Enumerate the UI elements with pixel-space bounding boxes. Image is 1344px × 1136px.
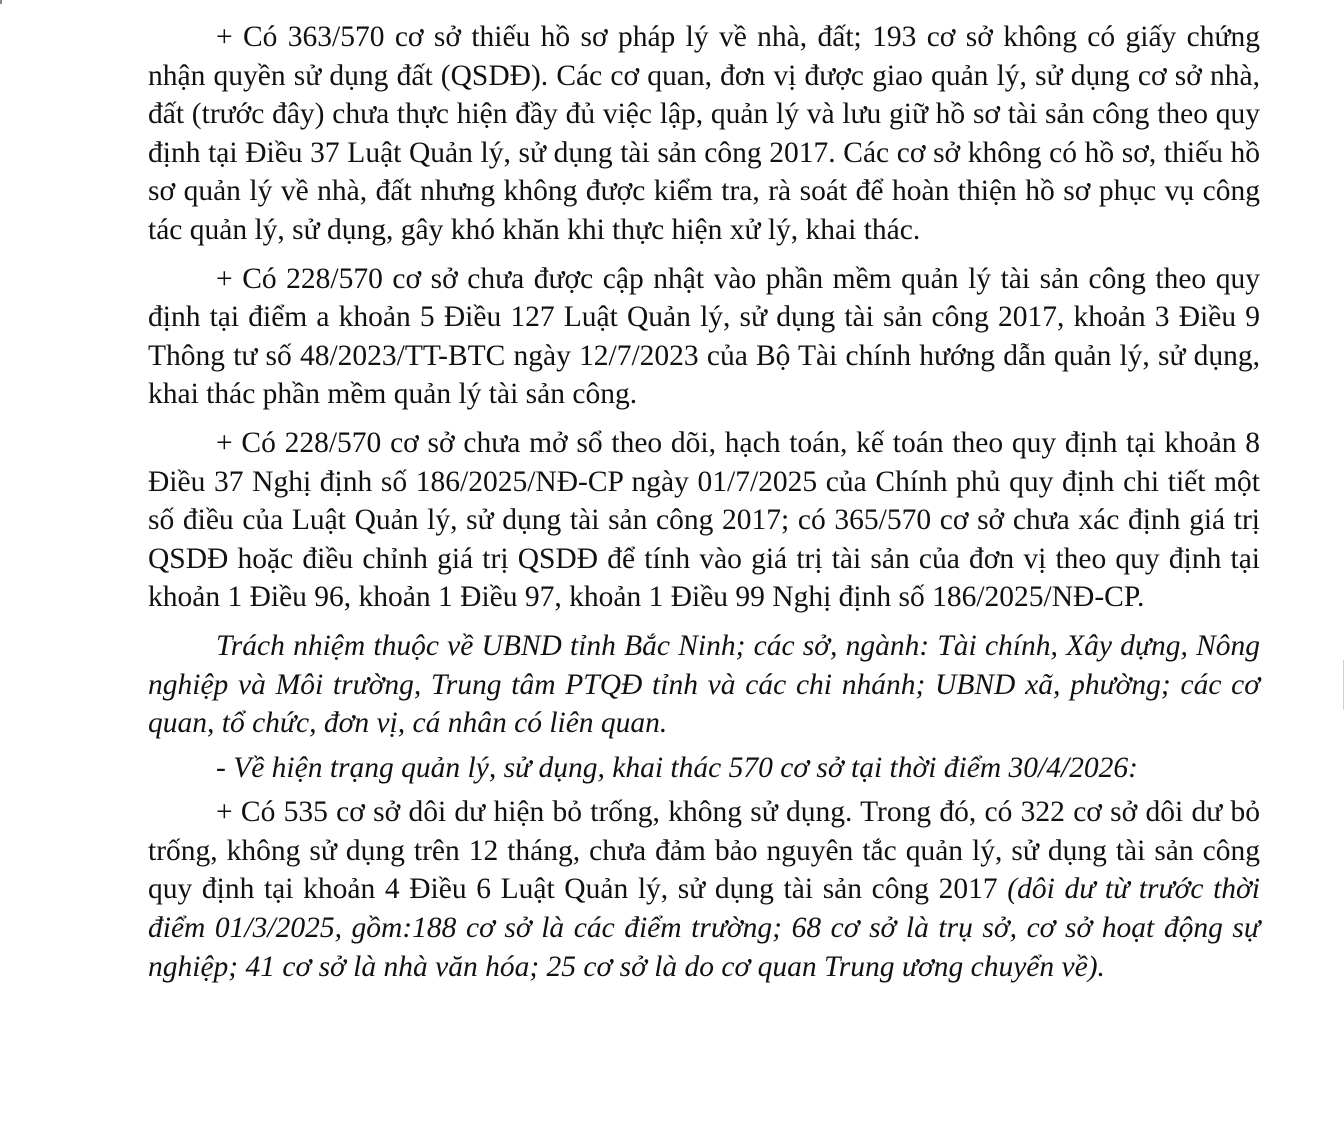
paragraph-responsibility: Trách nhiệm thuộc về UBND tỉnh Bắc Ninh; các sở, ngành: Tài chính, Xây dựng, Nông nghiệp và Môi trường, Trung tâm PTQĐ tỉnh và các chi nhánh; UBND xã, phường; các cơ quan, tổ chức, đơn vị, cá nhân có liên quan. — [148, 629, 1260, 740]
paragraph-current-status-heading: - Về hiện trạng quản lý, sử dụng, khai thác 570 cơ sở tại thời điểm 30/4/2026: — [216, 751, 1138, 784]
paragraph-software-update: + Có 228/570 cơ sở chưa được cập nhật vào phần mềm quản lý tài sản công theo quy định tại điểm a khoản 5 Điều 127 Luật Quản lý, sử dụng tài sản công 2017, khoản 3 Điều 9 Thông tư số 48/2023/TT-BTC ngày 12/7/2023 của Bộ Tài chính hướng dẫn quản lý, sử dụng, khai thác phần mềm quản lý tài sản công. — [148, 262, 1260, 411]
paragraph-surplus-facilities — [148, 793, 1260, 986]
paragraph-legal-records: + Có 363/570 cơ sở thiếu hồ sơ pháp lý về nhà, đất; 193 cơ sở không có giấy chứng nhận quyền sử dụng đất (QSDĐ). Các cơ quan, đơn vị được giao quản lý, sử dụng cơ sở nhà, đất (trước đây) chưa thực hiện đầy đủ việc lập, quản lý và lưu giữ hồ sơ tài sản công theo quy định tại Điều 37 Luật Quản lý, sử dụng tài sản công 2017. Các cơ sở không có hồ sơ, thiếu hồ sơ quản lý về nhà, đất nhưng không được kiểm tra, rà soát để hoàn thiện hồ sơ phục vụ công tác quản lý, sử dụng, gây khó khăn khi thực hiện xử lý, khai thác. — [148, 21, 1260, 246]
document-page — [148, 18, 1260, 986]
paragraph-accounting: + Có 228/570 cơ sở chưa mở sổ theo dõi, hạch toán, kế toán theo quy định tại khoản 8 Điều 37 Nghị định số 186/2025/NĐ-CP ngày 01/7/2025 của Chính phủ quy định chi tiết một số điều của Luật Quản lý, sử dụng tài sản công 2017; có 365/570 cơ sở chưa xác định giá trị QSDĐ hoặc điều chỉnh giá trị QSDĐ để tính vào giá trị tài sản của đơn vị theo quy định tại khoản 1 Điều 96, khoản 1 Điều 97, khoản 1 Điều 99 Nghị định số 186/2025/NĐ-CP. — [148, 426, 1260, 614]
scan-corner-mark — [0, 0, 2, 4]
surplus-detail-text: (dôi dư từ trước thời điểm 01/3/2025, gồm:188 cơ sở là các điểm trường; 68 cơ sở là trụ sở, cơ sở hoạt động sự nghiệp; 41 cơ sở là nhà văn hóa; 25 cơ sở là do cơ quan Trung ương chuyển về). — [148, 873, 1260, 983]
surplus-main-text: + Có 535 cơ sở dôi dư hiện bỏ trống, không sử dụng. Trong đó, có 322 cơ sở dôi dư bỏ trống, không sử dụng trên 12 tháng, chưa đảm bảo nguyên tắc quản lý, sử dụng tài sản công quy định tại khoản 4 Điều 6 Luật Quản lý, sử dụng tài sản công 2017 — [148, 796, 1260, 906]
